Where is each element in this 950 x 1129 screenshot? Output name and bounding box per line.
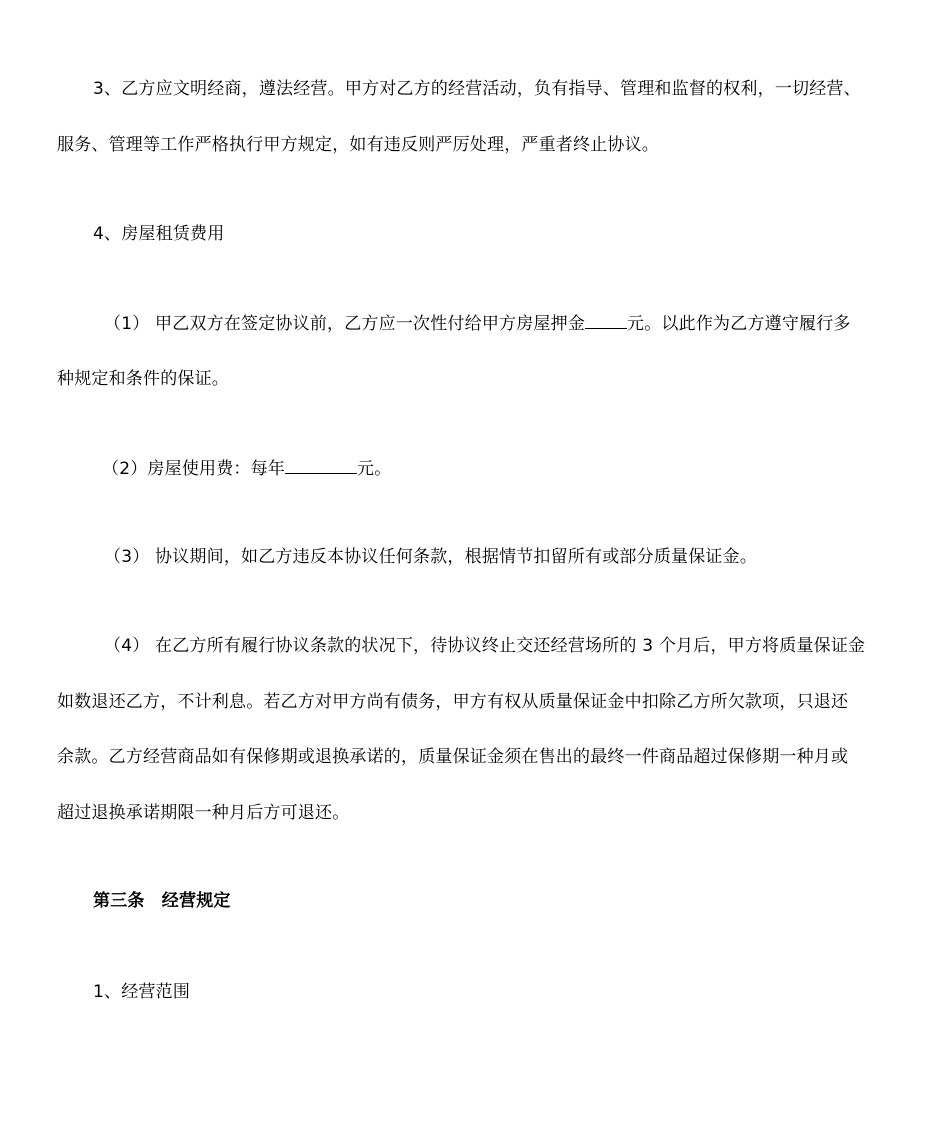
annual-fee-blank bbox=[285, 456, 357, 474]
item-2-text-b: 元。 bbox=[357, 459, 392, 479]
item-1-line-1 bbox=[104, 311, 851, 336]
item-4-line-2: 如数退还乙方，不计利息。若乙方对甲方尚有债务，甲方有权从质量保证金中扣除乙方所欠款项，只退还 bbox=[57, 692, 849, 712]
item-4-line-4: 超过退换承诺期限一种月后方可退还。 bbox=[57, 803, 350, 823]
item-1-line-2: 种规定和条件的保证。 bbox=[57, 369, 229, 389]
paragraph-3-line-2: 服务、管理等工作严格执行甲方规定，如有违反则严厉处理，严重者终止协议。 bbox=[57, 135, 659, 155]
item-2-line bbox=[102, 456, 391, 481]
item-3-line: （3） 协议期间，如乙方违反本协议任何条款，根据情节扣留所有或部分质量保证金。 bbox=[104, 547, 758, 567]
item-1-text-b: 元。以此作为乙方遵守履行多 bbox=[627, 314, 851, 334]
deposit-amount-blank bbox=[585, 311, 627, 329]
article-3-heading: 第三条 经营规定 bbox=[93, 891, 231, 911]
section-4-heading: 4、房屋租赁费用 bbox=[93, 224, 225, 244]
item-1-text-a: （1） 甲乙双方在签定协议前，乙方应一次性付给甲方房屋押金 bbox=[104, 314, 586, 334]
article-3-item-1: 1、经营范围 bbox=[93, 982, 191, 1002]
item-2-text-a: （2）房屋使用费：每年 bbox=[102, 459, 286, 479]
item-4-line-1: （4） 在乙方所有履行协议条款的状况下，待协议终止交还经营场所的 3 个月后，甲方将质量保证金 bbox=[104, 636, 866, 656]
paragraph-3-line-1: 3、乙方应文明经商，遵法经营。甲方对乙方的经营活动，负有指导、管理和监督的权利，一切经营、 bbox=[93, 79, 861, 99]
item-4-line-3: 余款。乙方经营商品如有保修期或退换承诺的，质量保证金须在售出的最终一件商品超过保修期一种月或 bbox=[57, 747, 849, 767]
